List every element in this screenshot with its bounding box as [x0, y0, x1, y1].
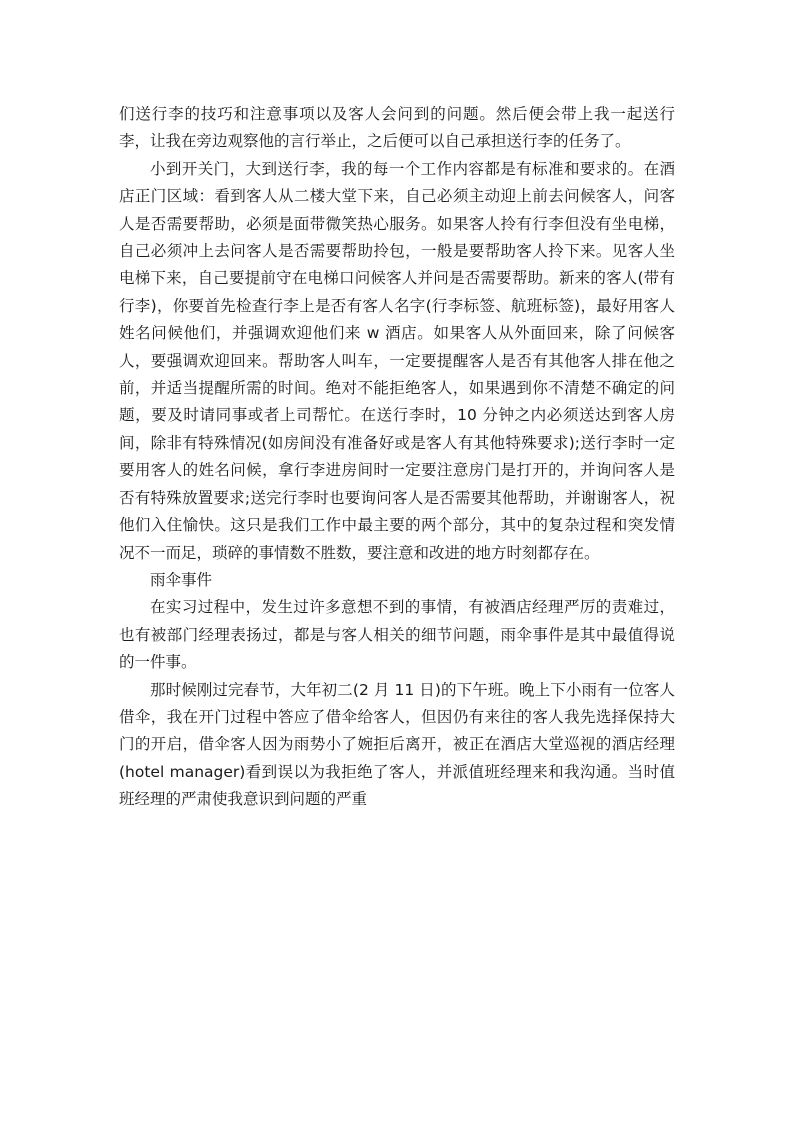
paragraph-work-standards: 小到开关门，大到送行李，我的每一个工作内容都是有标准和要求的。在酒店正门区域：看到客人从二楼大堂下来，自己必须主动迎上前去问候客人，问客人是否需要帮助，必须是面带微笑热心服务。如果客人拎有行李但没有坐电梯，自己必须冲上去问客人是否需要帮助拎包，一般是要帮助客人拎下来。见客人坐电梯下来，自己要提前守在电梯口问候客人并问是否需要帮助。新来的客人(带有行李)，你要首先检查行李上是否有客人名字(行李标签、航班标签)，最好用客人姓名问候他们，并强调欢迎他们来 w 酒店。如果客人从外面回来，除了问候客人，要强调欢迎回来。帮助客人叫车，一定要提醒客人是否有其他客人排在他之前，并适当提醒所需的时间。绝对不能拒绝客人，如果遇到你不清楚不确定的问题，要及时请同事或者上司帮忙。在送行李时，10 分钟之内必须送达到客人房间，除非有特殊情况(如房间没有准备好或是客人有其他特殊要求);送行李时一定要用客人的姓名问候，拿行李进房间时一定要注意房门是打开的，并询问客人是否有特殊放置要求;送完行李时也要询问客人是否需要其他帮助，并谢谢客人，祝他们入住愉快。这只是我们工作中最主要的两个部分，其中的复杂过程和突发情况不一而足，琐碎的事情数不胜数，要注意和改进的地方时刻都存在。 — [119, 159, 675, 562]
paragraph-continuation: 们送行李的技巧和注意事项以及客人会问到的问题。然后便会带上我一起送行李，让我在旁边观察他的言行举止，之后便可以自己承担送行李的任务了。 — [119, 105, 675, 151]
section-heading-umbrella-incident: 雨伞事件 — [150, 570, 213, 589]
body-text — [119, 101, 675, 814]
paragraph-internship-events: 在实习过程中，发生过许多意想不到的事情，有被酒店经理严厉的责难过，也有被部门经理表扬过，都是与客人相关的细节问题，雨伞事件是其中最值得说的一件事。 — [119, 598, 675, 672]
paragraph-umbrella-story: 那时候刚过完春节，大年初二(2 月 11 日)的下午班。晚上下小雨有一位客人借伞，我在开门过程中答应了借伞给客人，但因仍有来往的客人我先选择保持大门的开启，借伞客人因为雨势小了婉拒后离开，被正在酒店大堂巡视的酒店经理(hotel manager)看到误以为我拒绝了客人，并派值班经理来和我沟通。当时值班经理的严肃使我意识到问题的严重 — [119, 680, 675, 809]
